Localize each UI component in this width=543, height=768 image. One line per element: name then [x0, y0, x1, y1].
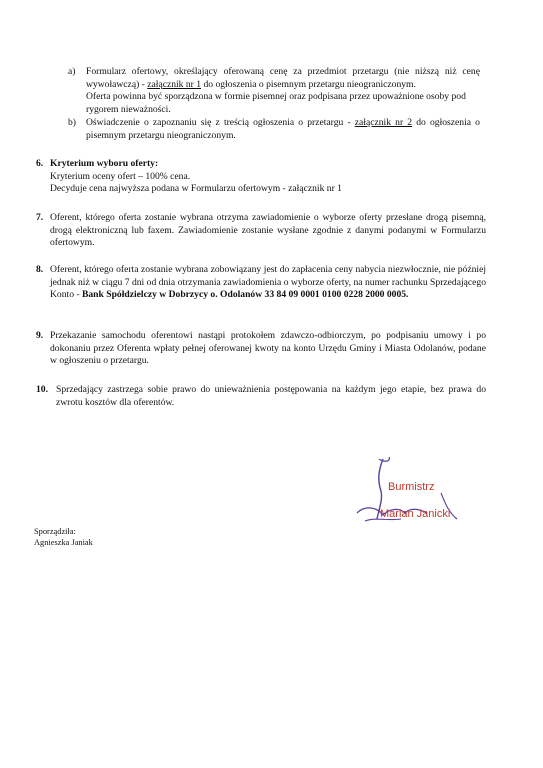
section-9-text: Przekazanie samochodu oferentowi nastąpi protokołem zdawczo-odbiorczym, po podpisaniu umowy i po dokonaniu przez Oferenta wpłaty pełnej oferowanej kwoty na konto Urzędu Gminy i Miasta Odolanów, podane w ogłoszeniu o przetargu. [50, 330, 486, 367]
section-6-line2: Decyduje cena najwyższa podana w Formularzu ofertowym - załącznik nr 1 [50, 183, 342, 195]
section-7-text: Oferent, którego oferta zostanie wybrana otrzyma zawiadomienie o wyborze oferty przesłane drogą pisemną, drogą elektroniczną lub faxem. Zawiadomienie zostanie wysłane zgodnie z danymi podanymi w Formularzu ofertowym. [50, 212, 486, 249]
section-9 [36, 330, 486, 368]
item-a-note: Oferta powinna być sporządzona w formie pisemnej oraz podpisana przez upoważnione osoby pod rygorem nieważności. [86, 91, 466, 115]
section-10-number: 10. [36, 384, 48, 395]
prepared-by [34, 526, 93, 548]
item-b [68, 117, 480, 142]
section-8 [36, 264, 486, 302]
section-10-text: Sprzedający zastrzega sobie prawo do unieważnienia postępowania na każdym jego etapie, bez prawa do zwrotu kosztów dla oferentów. [56, 384, 486, 408]
item-a [68, 66, 480, 116]
section-6-title: Kryterium wyboru oferty: [50, 158, 159, 169]
section-8-number: 8. [36, 264, 44, 275]
item-b-text: Oświadczenie o zapoznaniu się z treścią ogłoszenia o przetargu - załącznik nr 2 do ogłoszenia o pisemnym przetargu nieograniczonym. [86, 117, 480, 141]
stamp-role: Burmistrz [388, 481, 435, 493]
prepared-name: Agnieszka Janiak [34, 538, 93, 547]
signature-icon [355, 455, 465, 535]
section-8-text: Oferent, którego oferta zostanie wybrana zobowiązany jest do zapłacenia ceny nabycia niezwłocznie, nie później jednak niż w ciągu 7 dni od dnia otrzymania zawiadomienia o wyborze oferty, na numer rachunku Sprzedającego Konto - Bank Spółdzielczy w Dobrzycy o. Odolanów 33 84 09 0001 0100 0228 2000 0005. [50, 264, 486, 301]
section-7-number: 7. [36, 212, 44, 223]
attachment-2-link: załącznik nr 2 [354, 117, 413, 128]
stamp-name: Marian Janicki [380, 508, 451, 520]
item-a-text: Formularz ofertowy, określający oferowaną cenę za przedmiot przetargu (nie niższą niż cenę wywoławczą) - załącznik nr 1 do ogłoszenia o pisemnym przetargu nieograniczonym. [86, 66, 480, 90]
section-6-number: 6. [36, 158, 44, 169]
item-a-marker: a) [68, 66, 76, 77]
prepared-label: Sporządziła: [34, 527, 76, 536]
section-9-number: 9. [36, 330, 44, 341]
section-6-line1: Kryterium oceny ofert – 100% cena. [50, 170, 191, 182]
item-b-marker: b) [68, 117, 76, 128]
section-10 [36, 384, 486, 409]
section-6 [36, 158, 486, 196]
section-7 [36, 212, 486, 250]
bank-account: Bank Spółdzielczy w Dobrzycy o. Odolanów 33 84 09 0001 0100 0228 2000 0005. [81, 289, 409, 301]
attachment-1-link: załącznik nr 1 [147, 78, 202, 90]
